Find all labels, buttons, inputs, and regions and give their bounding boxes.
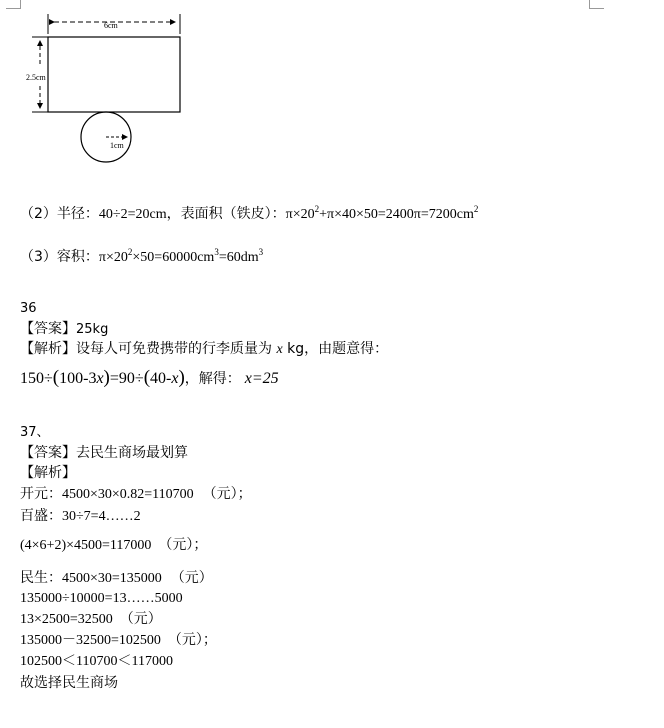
- height-label: 2.5cm: [26, 73, 46, 82]
- answer-value: 25kg: [76, 322, 109, 337]
- term-b: 40×50=2400: [341, 207, 414, 222]
- baisheng-calc2-line: [20, 537, 207, 555]
- equation-part: 100-3: [59, 370, 97, 387]
- part2-prefix: （2）半径：: [20, 206, 99, 222]
- width-label: 6cm: [104, 21, 118, 30]
- surface-area-result: =7200cm: [420, 207, 474, 222]
- analysis-label: 【解析】: [20, 341, 76, 357]
- times-symbol: ×: [106, 250, 114, 265]
- unit-yuan: （元）: [170, 571, 213, 586]
- part3-prefix: （3）容积：: [20, 249, 99, 265]
- solution: x=25: [244, 370, 279, 387]
- square-exponent: 2: [314, 204, 320, 214]
- kaiyuan-line: [20, 485, 252, 504]
- square-exponent: 2: [473, 204, 479, 214]
- conclusion-line: 故选择民生商场: [20, 675, 118, 691]
- pi-symbol: π: [285, 207, 293, 222]
- cube-exponent: 3: [258, 247, 264, 257]
- lateral-rectangle: [48, 37, 180, 112]
- volume-result: =60dm: [218, 250, 259, 265]
- unit-yuan: （元）: [158, 538, 194, 553]
- radius-expression: 40÷2=20cm: [98, 207, 167, 222]
- baisheng-label: 百盛：: [20, 508, 62, 524]
- cube-exponent: 3: [214, 247, 219, 257]
- volume-expression: ×50=60000cm: [132, 250, 215, 265]
- q36-answer-line: [20, 320, 108, 339]
- minsheng-total: 135000－32500=102500: [20, 633, 161, 648]
- minsheng-label: 民生：: [20, 570, 62, 586]
- answer-label: 【答案】: [20, 445, 76, 461]
- q37-analysis-label: 【解析】: [20, 465, 76, 481]
- q36-equation-line: [20, 367, 279, 390]
- paren-close: ): [103, 367, 110, 388]
- base-term: 20: [113, 250, 128, 265]
- minsheng-calc: 4500×30=135000: [62, 571, 162, 586]
- variable-x: x: [171, 370, 179, 387]
- semicolon: ；: [202, 633, 217, 648]
- variable-x: x: [276, 342, 283, 357]
- minsheng-calc3-line: [20, 611, 162, 629]
- times-symbol: ×: [334, 207, 342, 222]
- pi-symbol: π: [327, 207, 335, 222]
- answer-label: 【答案】: [20, 321, 76, 337]
- semicolon: ；: [193, 538, 208, 553]
- baisheng-calc: 30÷7=4……2: [62, 509, 141, 524]
- pi-symbol: π: [98, 250, 106, 265]
- minsheng-calc4-line: [20, 632, 217, 650]
- pi-symbol: π: [413, 207, 421, 222]
- analysis-text: 设每人可免费携带的行李质量为: [76, 341, 272, 357]
- unit-yuan: （元）: [167, 633, 203, 648]
- baisheng-total: (4×6+2)×4500=117000: [20, 538, 152, 553]
- analysis-text-2: kg，由题意得：: [287, 341, 389, 357]
- variable-x: x: [96, 370, 104, 387]
- equation-part: 150÷: [20, 370, 53, 387]
- paren-open: (: [143, 367, 151, 388]
- equation-part: =90÷: [109, 370, 144, 387]
- term-a: 20: [300, 207, 315, 222]
- surface-area-label: ，表面积（铁皮）：: [166, 206, 286, 222]
- baisheng-line: [20, 507, 141, 526]
- minsheng-calc2-line: 135000÷10000=13……5000: [20, 591, 183, 606]
- paren-open: (: [52, 367, 60, 388]
- radius-label: 1cm: [110, 141, 124, 150]
- cylinder-net-figure: [0, 0, 664, 175]
- discount-calc: 13×2500=32500: [20, 612, 113, 627]
- kaiyuan-label: 开元：: [20, 486, 62, 502]
- minsheng-line: [20, 569, 213, 588]
- q35-part3-line: [20, 248, 263, 267]
- solve-label: ，解得：: [184, 371, 241, 387]
- paren-close: ): [178, 367, 185, 388]
- semicolon: ；: [237, 487, 252, 502]
- compare-line: 102500＜110700＜117000: [20, 654, 173, 669]
- q37-answer-line: [20, 444, 188, 462]
- times-symbol: ×: [292, 207, 301, 222]
- q37-number: 37、: [20, 425, 50, 440]
- unit-yuan: （元）: [202, 487, 238, 502]
- equation-part: 40-: [150, 370, 172, 387]
- q36-number: 36: [20, 301, 37, 316]
- kaiyuan-calc: 4500×30×0.82=110700: [62, 487, 194, 502]
- square-exponent: 2: [127, 247, 133, 257]
- plus-symbol: +: [319, 207, 327, 222]
- answer-value: 去民生商场最划算: [76, 445, 188, 461]
- unit-yuan: （元）: [119, 612, 162, 627]
- q35-part2-line: [20, 205, 478, 224]
- q36-analysis-line: [20, 340, 388, 359]
